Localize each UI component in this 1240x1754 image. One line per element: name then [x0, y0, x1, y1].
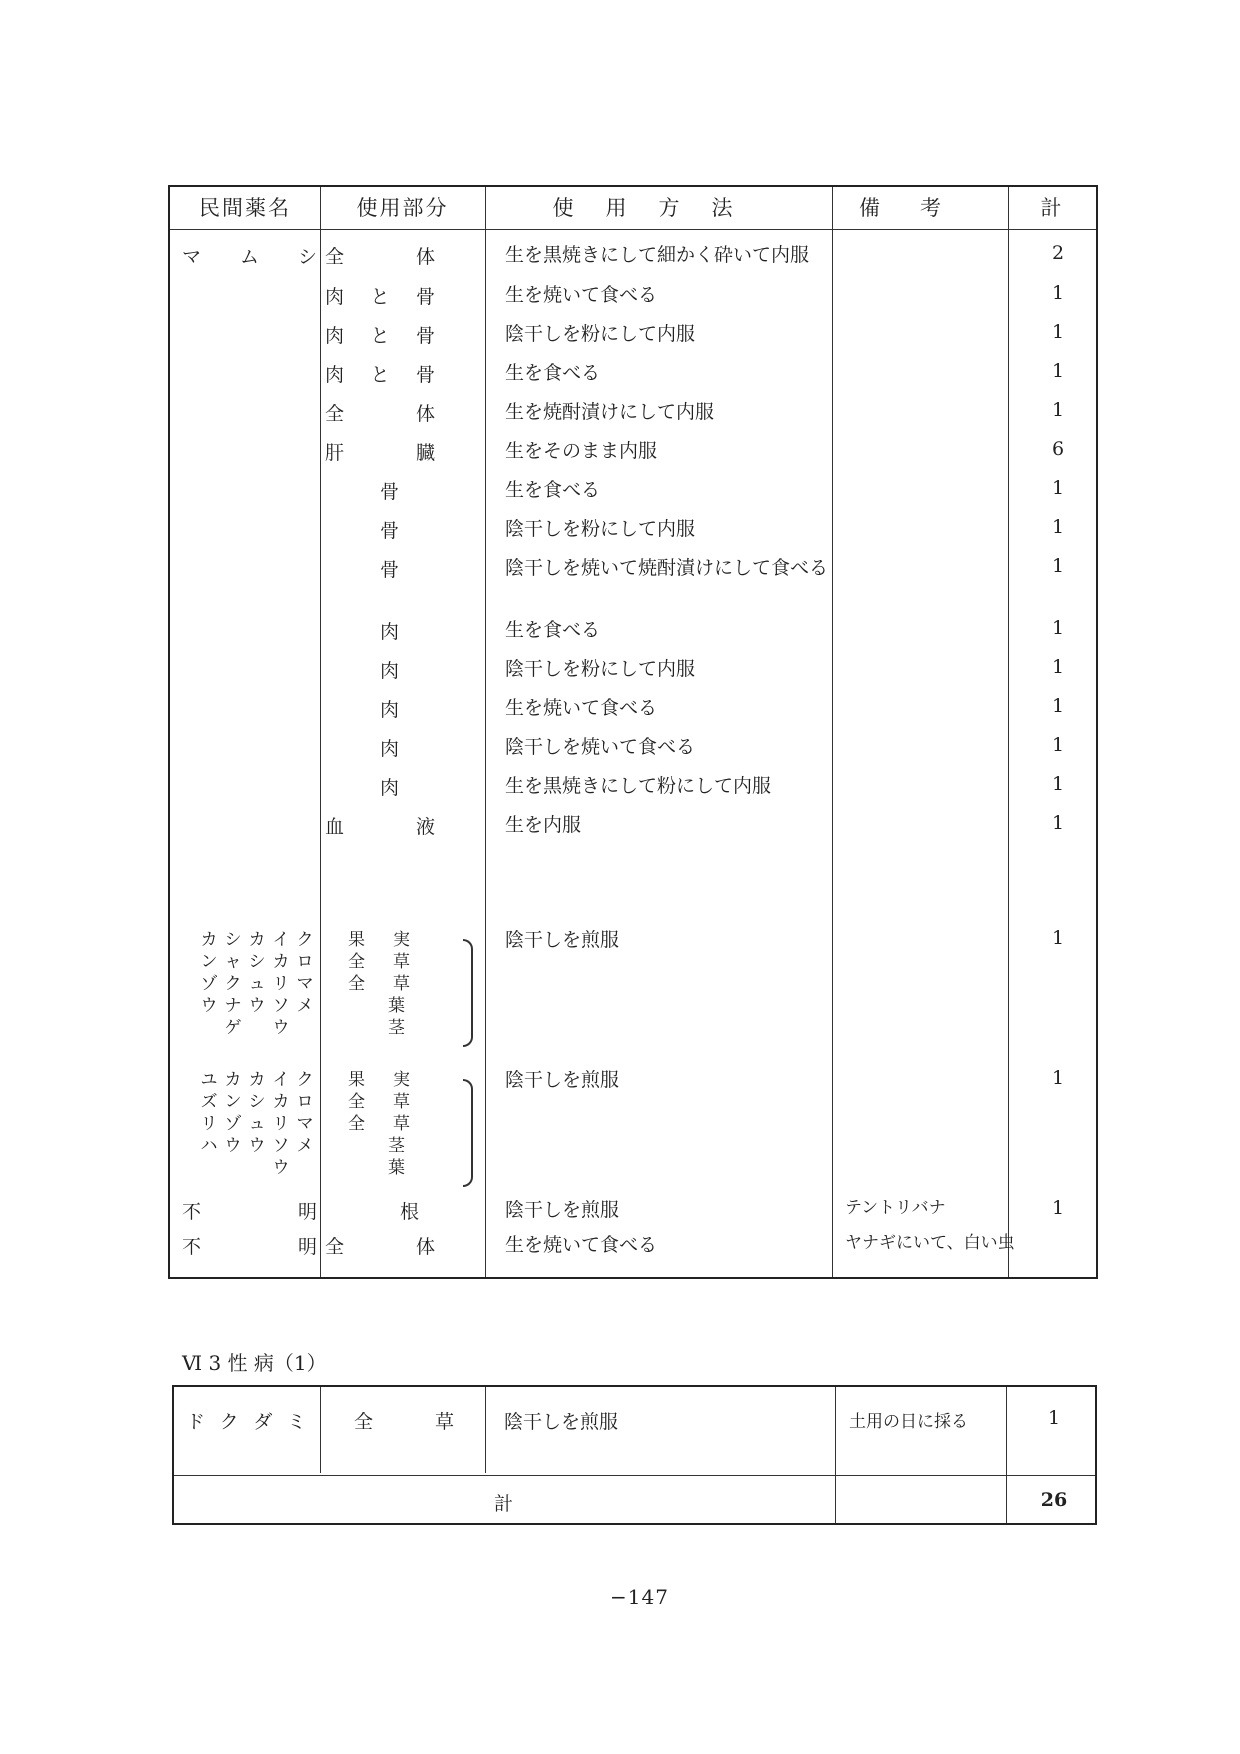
vertical-name: イ カ リ ソ ウ — [272, 1070, 290, 1178]
row-count: 1 — [1051, 812, 1065, 834]
row-part: 全 体 — [325, 246, 435, 268]
row-method: 陰干しを焼いて食べる — [505, 736, 696, 758]
row-count: 1 — [1051, 617, 1065, 639]
row-part: 肉 — [380, 699, 400, 721]
row-method: 生を焼いて食べる — [505, 697, 658, 719]
row-part: 肉 と 骨 — [325, 286, 435, 308]
row-count: 1 — [1051, 477, 1065, 499]
row-part: 骨 — [380, 520, 400, 542]
row-method: 陰干しを粉にして内服 — [505, 658, 696, 680]
vertical-name: シ ャ ク ナ ゲ — [224, 930, 242, 1038]
row-part: 全 体 — [325, 1236, 435, 1258]
vertical-name: イ カ リ ソ ウ — [272, 930, 290, 1038]
remedy-table: 民間薬名 使用部分 使用方法 備考 計 マ ム シ 全 体 生を黒焼きにして細かく砕いて内服 2 肉 と 骨 生を焼いて食べる 1 肉 と 骨 陰干しを粉にして内服 1 肉 と 骨 生を食べる 1 全 体 生を焼酎漬けにして内服 1 肝 臓 生をそのまま内服 6 骨 生を食べる 1 骨 陰干しを粉にして内服 1 骨 陰干しを焼いて焼酎漬けにして食べる 1 肉 生を食べる 1 肉 陰干しを粉にして内服 1 肉 生を焼いて食べる 1 肉 陰干しを焼いて食べる 1 肉 生を黒焼きにして粉にして内服 1 血 液 生を内服 1 カ ン ゾ ウ シ ャ ク ナ ゲ カ シ ュ ウ イ カ リ ソ ウ ク ロ マ メ 果実 全草 全草 葉 茎 陰干しを煎服 1 ユ ズ リ ハ カ ン ゾ ウ カ シ ュ ウ イ カ リ ソ ウ ク ロ マ メ 果実 全草 全草 茎 葉 陰干しを煎服 1 不 明 根 陰干しを煎服 テントリバナ 1 不 明 全 体 生を焼いて食べる ヤナギにいて、白い虫 — [168, 185, 1098, 1279]
row-count: 1 — [1051, 1197, 1065, 1219]
total-value: 26 — [1040, 1489, 1068, 1511]
row-count: 1 — [1051, 321, 1065, 343]
s2-note: 土用の日に採る — [849, 1412, 968, 1432]
row-method: 生を食べる — [505, 479, 601, 501]
group1-names — [198, 929, 318, 1049]
row-count: 6 — [1051, 438, 1065, 460]
vertical-part: 果実 — [348, 1070, 438, 1090]
row-part: 血 液 — [325, 816, 435, 838]
header-part: 使用部分 — [356, 196, 449, 220]
row-method: 生を焼いて食べる — [505, 284, 658, 306]
vertical-name: カ シ ュ ウ — [248, 1070, 266, 1156]
row-part: 肉 — [380, 777, 400, 799]
header-count: 計 — [1040, 196, 1064, 220]
s2-name: ド ク ダ ミ — [186, 1411, 306, 1433]
row-part: 根 — [400, 1201, 420, 1223]
row-part: 骨 — [380, 559, 400, 581]
group2-parts — [348, 1069, 438, 1189]
row-part: 全 体 — [325, 403, 435, 425]
vertical-part: 全草 — [348, 952, 438, 972]
row-note: テントリバナ — [845, 1198, 946, 1218]
row-note: ヤナギにいて、白い虫 — [845, 1233, 1015, 1253]
row-method: 生を食べる — [505, 619, 601, 641]
row-method: 陰干しを粉にして内服 — [505, 518, 696, 540]
row-count: 1 — [1051, 399, 1065, 421]
row-count: 1 — [1051, 656, 1065, 678]
vertical-name: カ ン ゾ ウ — [200, 930, 218, 1016]
row-method: 生を食べる — [505, 362, 601, 384]
vertical-part: 茎 — [388, 1136, 433, 1156]
row-count: 1 — [1051, 516, 1065, 538]
row-part: 肉 と 骨 — [325, 364, 435, 386]
brace-icon — [463, 1079, 473, 1187]
header-method: 使用方法 — [552, 196, 765, 220]
vertical-part: 全草 — [348, 1114, 438, 1134]
row-part: 肉 と 骨 — [325, 325, 435, 347]
row-count: 1 — [1051, 282, 1065, 304]
vertical-name: カ ン ゾ ウ — [224, 1070, 242, 1156]
group2-method: 陰干しを煎服 — [505, 1069, 620, 1091]
vertical-part: 果実 — [348, 930, 438, 950]
header-note: 備考 — [859, 196, 981, 220]
section-title: Ⅵ 3 性 病（1） — [182, 1351, 327, 1375]
brace-icon — [463, 939, 473, 1047]
vertical-part: 茎 — [388, 1018, 433, 1038]
header-name: 民間薬名 — [199, 196, 291, 220]
group1-parts — [348, 929, 438, 1049]
s2-part: 全 草 — [354, 1411, 454, 1433]
row-method: 生を焼いて食べる — [505, 1234, 658, 1256]
group1-count: 1 — [1051, 927, 1065, 949]
row-count: 1 — [1051, 360, 1065, 382]
row-count: 1 — [1051, 555, 1065, 577]
row-name: マ ム シ — [182, 246, 317, 268]
row-part: 肉 — [380, 738, 400, 760]
row-method: 陰干しを煎服 — [505, 1199, 620, 1221]
group2-count: 1 — [1051, 1067, 1065, 1089]
row-part: 骨 — [380, 481, 400, 503]
section2-table — [172, 1385, 1097, 1525]
row-method: 生を黒焼きにして細かく砕いて内服 — [505, 244, 810, 266]
s2-method: 陰干しを煎服 — [504, 1411, 619, 1433]
total-label: 計 — [494, 1493, 514, 1515]
row-part: 肉 — [380, 621, 400, 643]
row-method: 陰干しを粉にして内服 — [505, 323, 696, 345]
row-count: 1 — [1051, 734, 1065, 756]
row-count: 2 — [1051, 242, 1065, 264]
row-part: 肉 — [380, 660, 400, 682]
row-part: 肝 臓 — [325, 442, 435, 464]
vertical-name: ク ロ マ メ — [296, 1070, 314, 1156]
group2-names — [198, 1069, 318, 1189]
page-number: −147 — [610, 1585, 669, 1609]
row-method: 陰干しを焼いて焼酎漬けにして食べる — [505, 557, 829, 579]
vertical-part: 全草 — [348, 974, 438, 994]
vertical-part: 葉 — [388, 1158, 433, 1178]
row-method: 生を黒焼きにして粉にして内服 — [505, 775, 772, 797]
vertical-part: 全草 — [348, 1092, 438, 1112]
row-count: 1 — [1051, 773, 1065, 795]
vertical-name: ク ロ マ メ — [296, 930, 314, 1016]
group1-method: 陰干しを煎服 — [505, 929, 620, 951]
row-method: 生を内服 — [505, 814, 582, 836]
vertical-name: カ シ ュ ウ — [248, 930, 266, 1016]
row-count: 1 — [1051, 695, 1065, 717]
vertical-name: ユ ズ リ ハ — [200, 1070, 218, 1156]
vertical-part: 葉 — [388, 996, 433, 1016]
s2-count: 1 — [1047, 1407, 1061, 1429]
row-method: 生をそのまま内服 — [505, 440, 658, 462]
row-method: 生を焼酎漬けにして内服 — [505, 401, 715, 423]
